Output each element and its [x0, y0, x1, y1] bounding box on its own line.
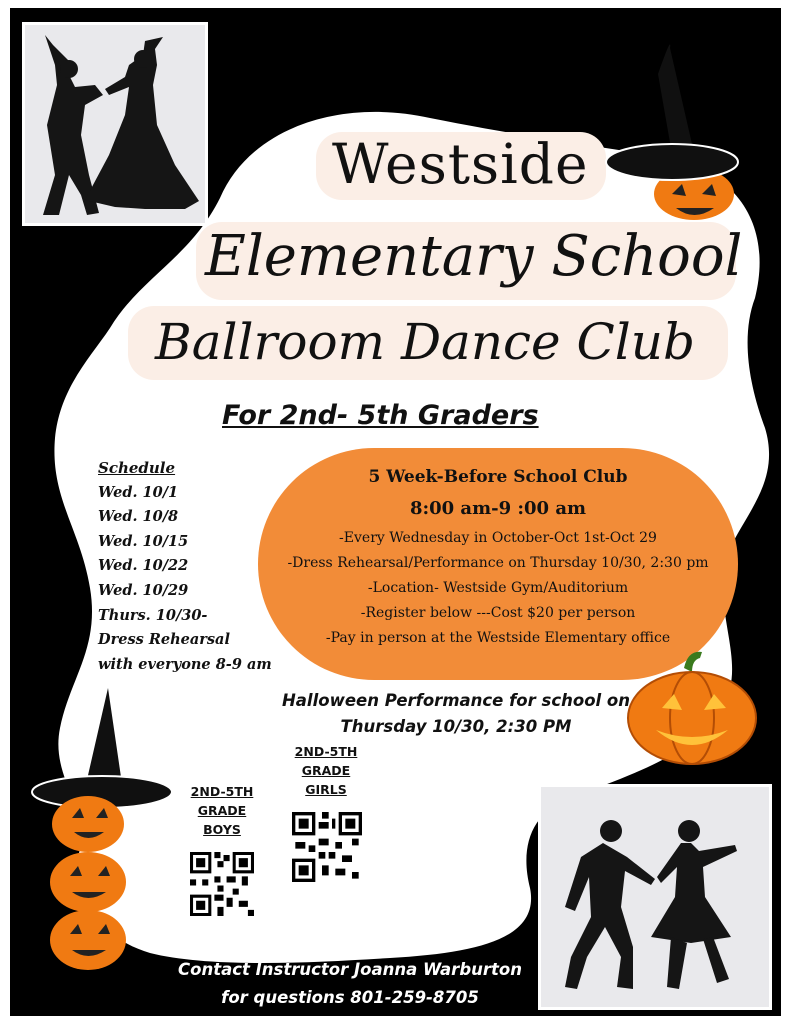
title-westside: Westside [332, 132, 589, 196]
schedule-item: Wed. 10/29 [98, 581, 189, 599]
grades-heading: For 2nd- 5th Graders [222, 400, 539, 431]
schedule-heading: Schedule [98, 459, 176, 477]
title-ballroom-dance-club: Ballroom Dance Club [155, 313, 695, 371]
club-detail: -Dress Rehearsal/Performance on Thursday 10/30, 2:30 pm [287, 555, 709, 571]
title-elementary-school: Elementary School [205, 224, 743, 289]
qr-code-boys[interactable] [190, 852, 254, 916]
club-detail: -Register below ---Cost $20 per person [360, 605, 636, 621]
performance-note [266, 688, 646, 740]
schedule-item: Dress Rehearsal [98, 631, 230, 649]
qr-label-line: GRADE [301, 763, 351, 778]
flyer-frame [10, 8, 781, 1016]
schedule-item: Wed. 10/15 [98, 532, 189, 550]
schedule-list [98, 456, 272, 677]
witch-pumpkin-top-right [602, 44, 762, 222]
schedule-item: with everyone 8-9 am [98, 655, 272, 673]
qr-code-girls[interactable] [292, 812, 362, 882]
witch-pumpkin-stack-left [22, 684, 182, 974]
schedule-item: Wed. 10/8 [98, 508, 179, 526]
qr-label-boys [182, 782, 262, 839]
club-time: 8:00 am-9 :00 am [409, 498, 587, 519]
qr-label-line: 2ND-5TH [294, 744, 358, 759]
contact-line-2: for questions 801-259-8705 [221, 988, 479, 1007]
qr-label-line: GIRLS [305, 782, 347, 797]
qr-label-line: GRADE [197, 803, 247, 818]
club-detail: -Every Wednesday in October-Oct 1st-Oct 29 [339, 530, 657, 546]
jack-o-lantern-right [622, 648, 762, 768]
performance-line-2: Thursday 10/30, 2:30 PM [340, 717, 572, 736]
qr-label-line: 2ND-5TH [190, 784, 254, 799]
swing-dancers-photo [538, 784, 772, 1010]
contact-line-1: Contact Instructor Joanna Warburton [178, 960, 522, 979]
contact-info [140, 956, 560, 1012]
performance-line-1: Halloween Performance for school on [281, 691, 631, 710]
qr-label-line: BOYS [203, 822, 241, 837]
ballroom-dancers-photo [22, 22, 208, 226]
club-heading: 5 Week-Before School Club [368, 467, 628, 487]
schedule-item: Thurs. 10/30- [98, 606, 208, 624]
schedule-item: Wed. 10/22 [98, 557, 189, 575]
club-detail: -Pay in person at the Westside Elementary office [325, 630, 671, 646]
schedule-item: Wed. 10/1 [98, 483, 179, 501]
club-info-text [258, 462, 738, 651]
club-detail: -Location- Westside Gym/Auditorium [367, 580, 629, 596]
qr-label-girls [286, 742, 366, 799]
